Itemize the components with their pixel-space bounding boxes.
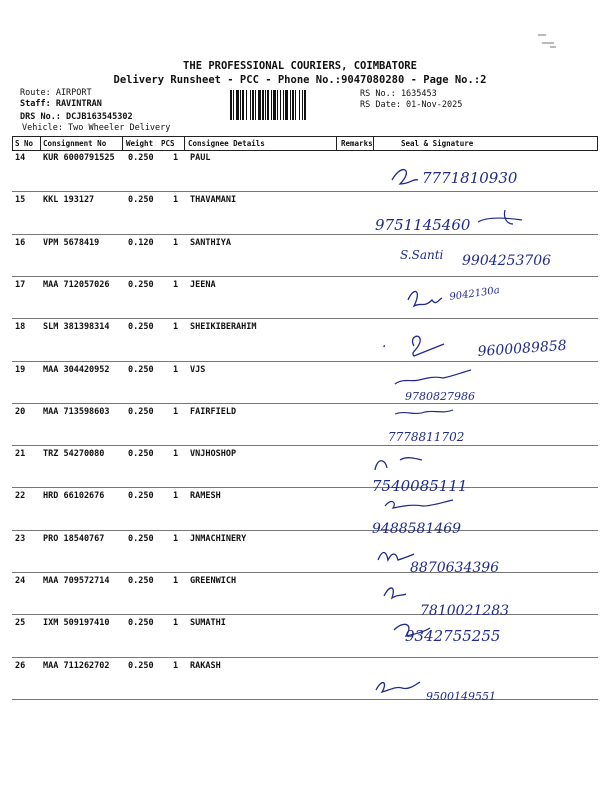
sig-phone-25: 9342755255 — [405, 627, 501, 645]
sig-phone-19: 9780827986 — [405, 390, 475, 403]
col-consignment: Consignment No — [43, 139, 107, 148]
signature-mark — [395, 410, 453, 414]
signature-mark — [478, 210, 522, 224]
sig-dot-18: · — [382, 339, 387, 355]
row-consignee: RAMESH — [190, 491, 221, 502]
row-pcs: 1 — [173, 195, 179, 206]
row-sno: 20 — [15, 406, 26, 417]
row-consignment-no: MAA 712057026 — [43, 279, 110, 290]
col-seal: Seal & Signature — [401, 139, 474, 148]
row-consignment-no: MAA 713598603 — [43, 406, 110, 417]
row-pcs: 1 — [173, 322, 179, 333]
rs-date: RS Date: 01-Nov-2025 — [360, 100, 463, 110]
col-consignee: Consignee Details — [188, 139, 265, 148]
row-consignment-no: HRD 66102676 — [43, 491, 105, 502]
row-sno: 19 — [15, 364, 26, 375]
row-sno: 22 — [15, 491, 26, 502]
row-sno: 21 — [15, 449, 26, 460]
row-consignee: FAIRFIELD — [190, 406, 237, 417]
sig-phone-16: 9904253706 — [462, 253, 552, 269]
row-weight: 0.250 — [128, 279, 154, 290]
row-pcs: 1 — [173, 533, 179, 544]
row-pcs: 1 — [173, 449, 179, 460]
route-label: Route: AIRPORT — [20, 88, 92, 98]
drs-number: DRS No.: DCJB163545302 — [20, 112, 133, 122]
row-sno: 15 — [15, 195, 26, 206]
col-pcs: PCS — [161, 139, 175, 148]
row-pcs: 1 — [173, 279, 179, 290]
row-consignee: JNMACHINERY — [190, 533, 247, 544]
row-weight: 0.250 — [128, 576, 154, 586]
row-weight: 0.250 — [128, 660, 154, 671]
row-consignment-no: VPM 5678419 — [43, 237, 100, 248]
row-consignment-no: KKL 193127 — [43, 195, 95, 206]
vehicle-label: Vehicle: Two Wheeler Delivery — [22, 123, 171, 133]
sig-phone-24: 7810021283 — [420, 603, 510, 619]
sig-phone-20: 7778811702 — [388, 430, 465, 444]
row-consignee: SUMATHI — [190, 618, 226, 629]
row-sno: 18 — [15, 322, 26, 333]
row-consignment-no: MAA 304420952 — [43, 364, 110, 375]
col-sno: S No — [15, 139, 34, 148]
row-pcs: 1 — [173, 576, 179, 586]
sig-phone-21: 7540085111 — [372, 477, 468, 495]
staff-label: Staff: RAVINTRAN — [20, 99, 102, 109]
row-consignee: SHEIKIBERAHIM — [190, 322, 257, 333]
row-consignee: PAUL — [190, 153, 211, 163]
row-pcs: 1 — [173, 153, 179, 163]
row-pcs: 1 — [173, 237, 179, 248]
row-consignment-no: IXM 509197410 — [43, 618, 110, 629]
row-consignment-no: PRO 18540767 — [43, 533, 105, 544]
signature-mark — [395, 370, 471, 384]
row-consignee: JEENA — [190, 279, 216, 290]
row-consignee: GREENWICH — [190, 576, 237, 586]
signature-mark — [408, 291, 442, 306]
row-weight: 0.250 — [128, 491, 154, 502]
row-weight: 0.250 — [128, 195, 154, 206]
row-sno: 23 — [15, 533, 26, 544]
row-weight: 0.250 — [128, 406, 154, 417]
row-weight: 0.250 — [128, 618, 154, 629]
row-consignee: VJS — [190, 364, 206, 375]
row-weight: 0.120 — [128, 237, 154, 248]
rs-number: RS No.: 1635453 — [360, 89, 437, 99]
row-sno: 25 — [15, 618, 26, 629]
row-consignee: RAKASH — [190, 660, 221, 671]
signature-mark — [378, 553, 414, 561]
row-weight: 0.250 — [128, 533, 154, 544]
row-pcs: 1 — [173, 660, 179, 671]
runsheet-subtitle: Delivery Runsheet - PCC - Phone No.:9047080280 - Page No.:2 — [113, 74, 487, 86]
signature-mark — [392, 170, 418, 184]
sig-phone-22: 9488581469 — [372, 521, 462, 537]
row-pcs: 1 — [173, 618, 179, 629]
sig-name-16: S.Santi — [400, 248, 444, 262]
row-weight: 0.250 — [128, 449, 154, 460]
row-sno: 26 — [15, 660, 26, 671]
row-consignment-no: MAA 709572714 — [43, 576, 110, 586]
row-consignment-no: TRZ 54270080 — [43, 449, 105, 460]
sig-phone-18: 9600089858 — [477, 337, 568, 360]
row-sno: 24 — [15, 576, 26, 586]
sig-phone-14: 7771810930 — [422, 169, 518, 187]
col-remarks: Remarks — [341, 139, 373, 148]
row-sno: 14 — [15, 153, 26, 163]
row-pcs: 1 — [173, 491, 179, 502]
row-weight: 0.250 — [128, 153, 154, 163]
row-weight: 0.250 — [128, 364, 154, 375]
row-consignment-no: SLM 381398314 — [43, 322, 110, 333]
row-pcs: 1 — [173, 364, 179, 375]
row-consignment-no: KUR 6000791525 — [43, 153, 115, 163]
signature-mark — [375, 458, 422, 470]
row-weight: 0.250 — [128, 322, 154, 333]
signature-mark — [385, 500, 453, 508]
row-consignee: THAVAMANI — [190, 195, 237, 206]
signature-mark — [376, 682, 420, 692]
row-consignee: VNJHOSHOP — [190, 449, 237, 460]
row-sno: 17 — [15, 279, 26, 290]
sig-phone-17: 9042130a — [448, 285, 501, 303]
company-name: THE PROFESSIONAL COURIERS, COIMBATORE — [183, 60, 417, 72]
signature-mark — [384, 588, 406, 598]
sig-phone-23: 8870634396 — [410, 560, 500, 576]
sig-phone-26: 9500149551 — [426, 690, 496, 703]
col-weight: Weight — [126, 139, 154, 148]
signature-mark — [412, 336, 444, 356]
row-consignee: SANTHIYA — [190, 237, 231, 248]
sig-phone-15: 9751145460 — [375, 216, 471, 234]
row-consignment-no: MAA 711262702 — [43, 660, 110, 671]
row-pcs: 1 — [173, 406, 179, 417]
row-sno: 16 — [15, 237, 26, 248]
